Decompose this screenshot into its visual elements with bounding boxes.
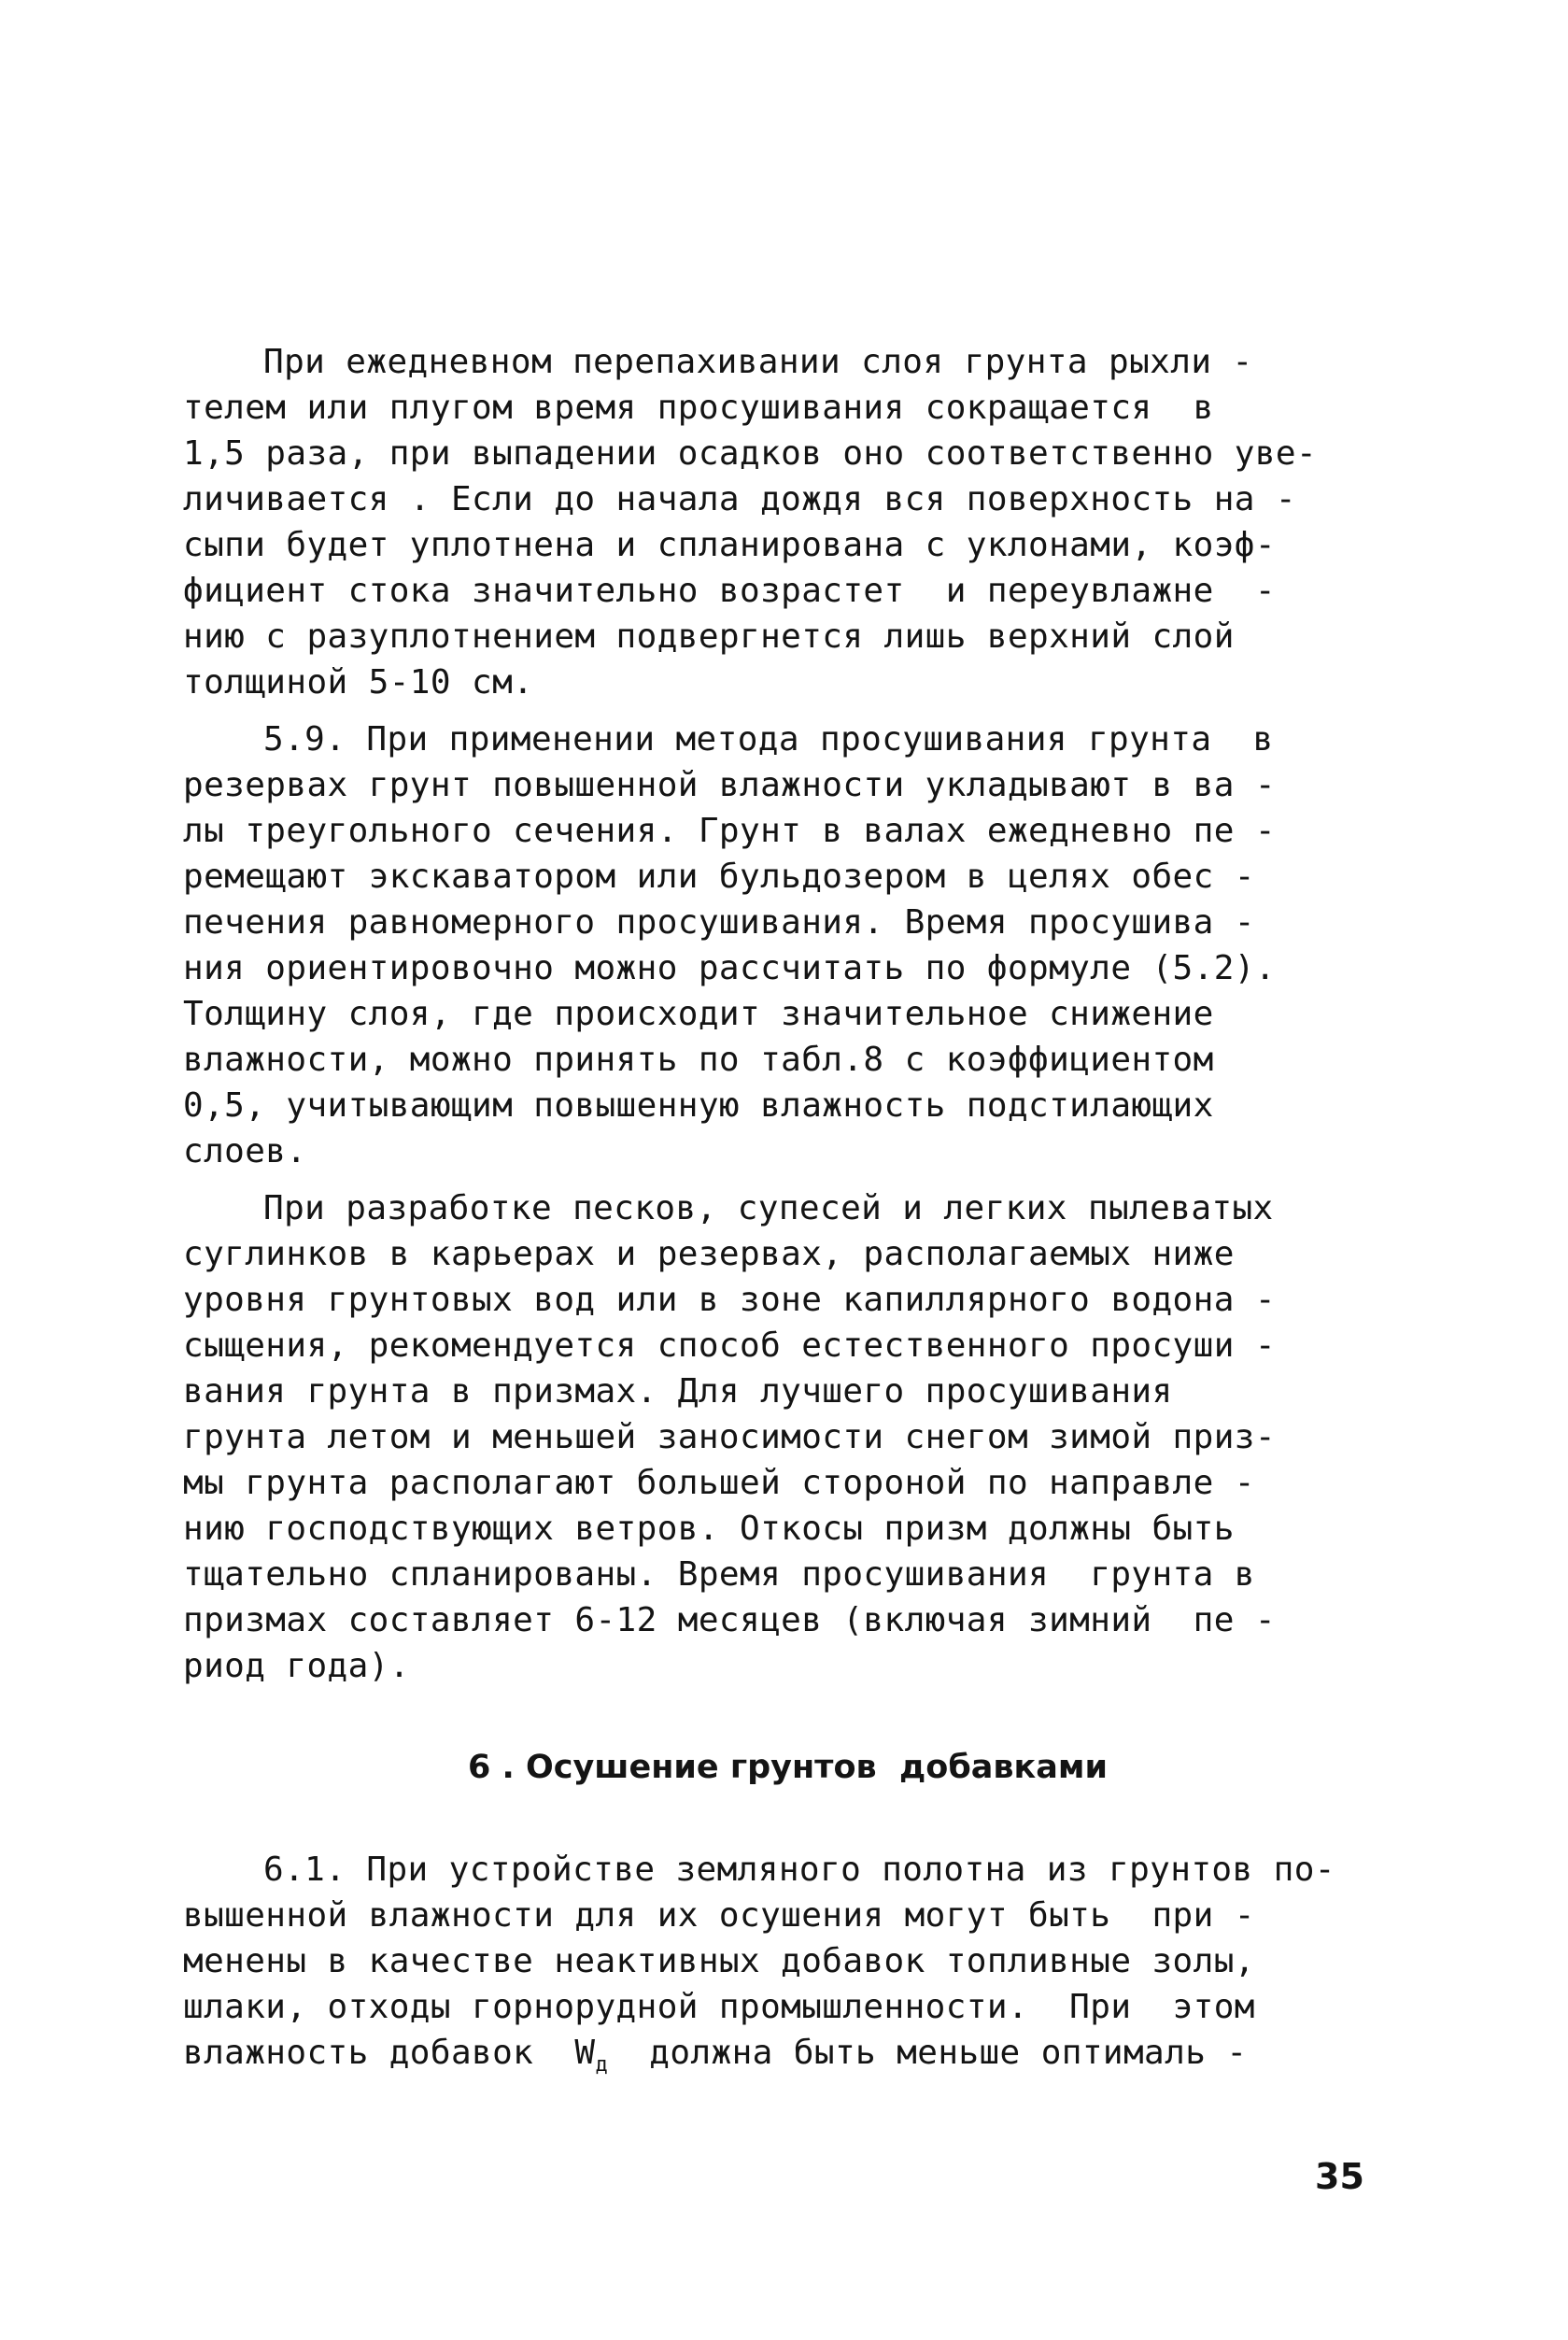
document-body (183, 339, 1430, 2076)
text-line: ния ориентировочно можно рассчитать по формуле (5.2). (183, 949, 1276, 987)
text-line: толщиной 5-10 см. (183, 663, 534, 702)
text-line: сыпи будет уплотнена и спланирована с уклонами, коэф- (183, 526, 1276, 564)
text-line: 5.9. При применении метода просушивания грунта в (263, 720, 1274, 759)
text-line: телем или плугом время просушивания сокращается в (183, 389, 1214, 427)
text-line: 1,5 раза, при выпадении осадков оно соответственно уве- (183, 434, 1318, 473)
page-number: 35 (1315, 2156, 1364, 2197)
paragraph-spacer (183, 705, 1430, 716)
text-line: 6.1. При устройстве земляного полотна из грунтов по- (263, 1851, 1335, 1889)
text-fragment: должна быть меньше оптималь - (608, 2034, 1248, 2072)
text-line: ремещают экскаватором или бульдозером в целях обес - (183, 858, 1255, 896)
text-line: лы треугольного сечения. Грунт в валах ежедневно пе - (183, 812, 1276, 850)
text-line: нию господствующих ветров. Откосы призм должны быть (183, 1510, 1235, 1548)
text-line: вышенной влажности для их осушения могут быть при - (183, 1896, 1255, 1935)
text-line: 0,5, учитывающим повышенную влажность подстилающих (183, 1086, 1214, 1125)
text-line: слоев. (183, 1132, 307, 1170)
subscript: д (595, 2053, 609, 2078)
text-line: нию с разуплотнением подвергнется лишь верхний слой (183, 617, 1235, 656)
heading-spacer (183, 1689, 1430, 1745)
text-line: Толщину слоя, где происходит значительное снижение (183, 995, 1214, 1033)
text-line: менены в качестве неактивных добавок топливные золы, (183, 1942, 1255, 1980)
text-line: призмах составляет 6-12 месяцев (включая зимний пе - (183, 1601, 1276, 1639)
paragraph-5-9 (183, 716, 1430, 1174)
text-line: личивается . Если до начала дождя вся поверхность на - (183, 480, 1296, 518)
text-line-with-formula (183, 2030, 1430, 2076)
paragraph-spacer (183, 1174, 1430, 1185)
text-line: вания грунта в призмах. Для лучшего просушивания (183, 1372, 1173, 1411)
paragraph-6-1 (183, 1847, 1430, 2076)
text-line: влажности, можно принять по табл.8 с коэффициентом (183, 1041, 1214, 1079)
text-line: сыщения, рекомендуется способ естественного просуши - (183, 1326, 1276, 1365)
text-line: мы грунта располагают большей стороной по направле - (183, 1464, 1255, 1502)
text-line: При разработке песков, супесей и легких пылеватых (263, 1189, 1274, 1227)
heading-spacer (183, 1791, 1430, 1847)
paragraph-5-8-continuation (183, 339, 1430, 705)
paragraph-prism-drying (183, 1185, 1430, 1689)
text-line: При ежедневном перепахивании слоя грунта рыхли - (263, 343, 1253, 381)
text-line: тщательно спланированы. Время просушивания грунта в (183, 1555, 1255, 1594)
text-line: печения равномерного просушивания. Время просушива - (183, 903, 1255, 942)
section-heading: 6 . Осушение грунтов добавками (467, 1749, 1109, 1786)
text-line: фициент стока значительно возрастет и переувлажне - (183, 572, 1276, 610)
text-line: резервах грунт повышенной влажности укладывают в ва - (183, 766, 1276, 804)
text-line: шлаки, отходы горнорудной промышленности. При этом (183, 1988, 1255, 2026)
text-fragment: влажность добавок W (183, 2034, 596, 2072)
text-line: суглинков в карьерах и резервах, располагаемых ниже (183, 1235, 1235, 1273)
text-line: уровня грунтовых вод или в зоне капиллярного водона - (183, 1281, 1276, 1319)
text-line: риод года). (183, 1647, 410, 1685)
text-line: грунта летом и меньшей заносимости снегом зимой приз- (183, 1418, 1276, 1456)
